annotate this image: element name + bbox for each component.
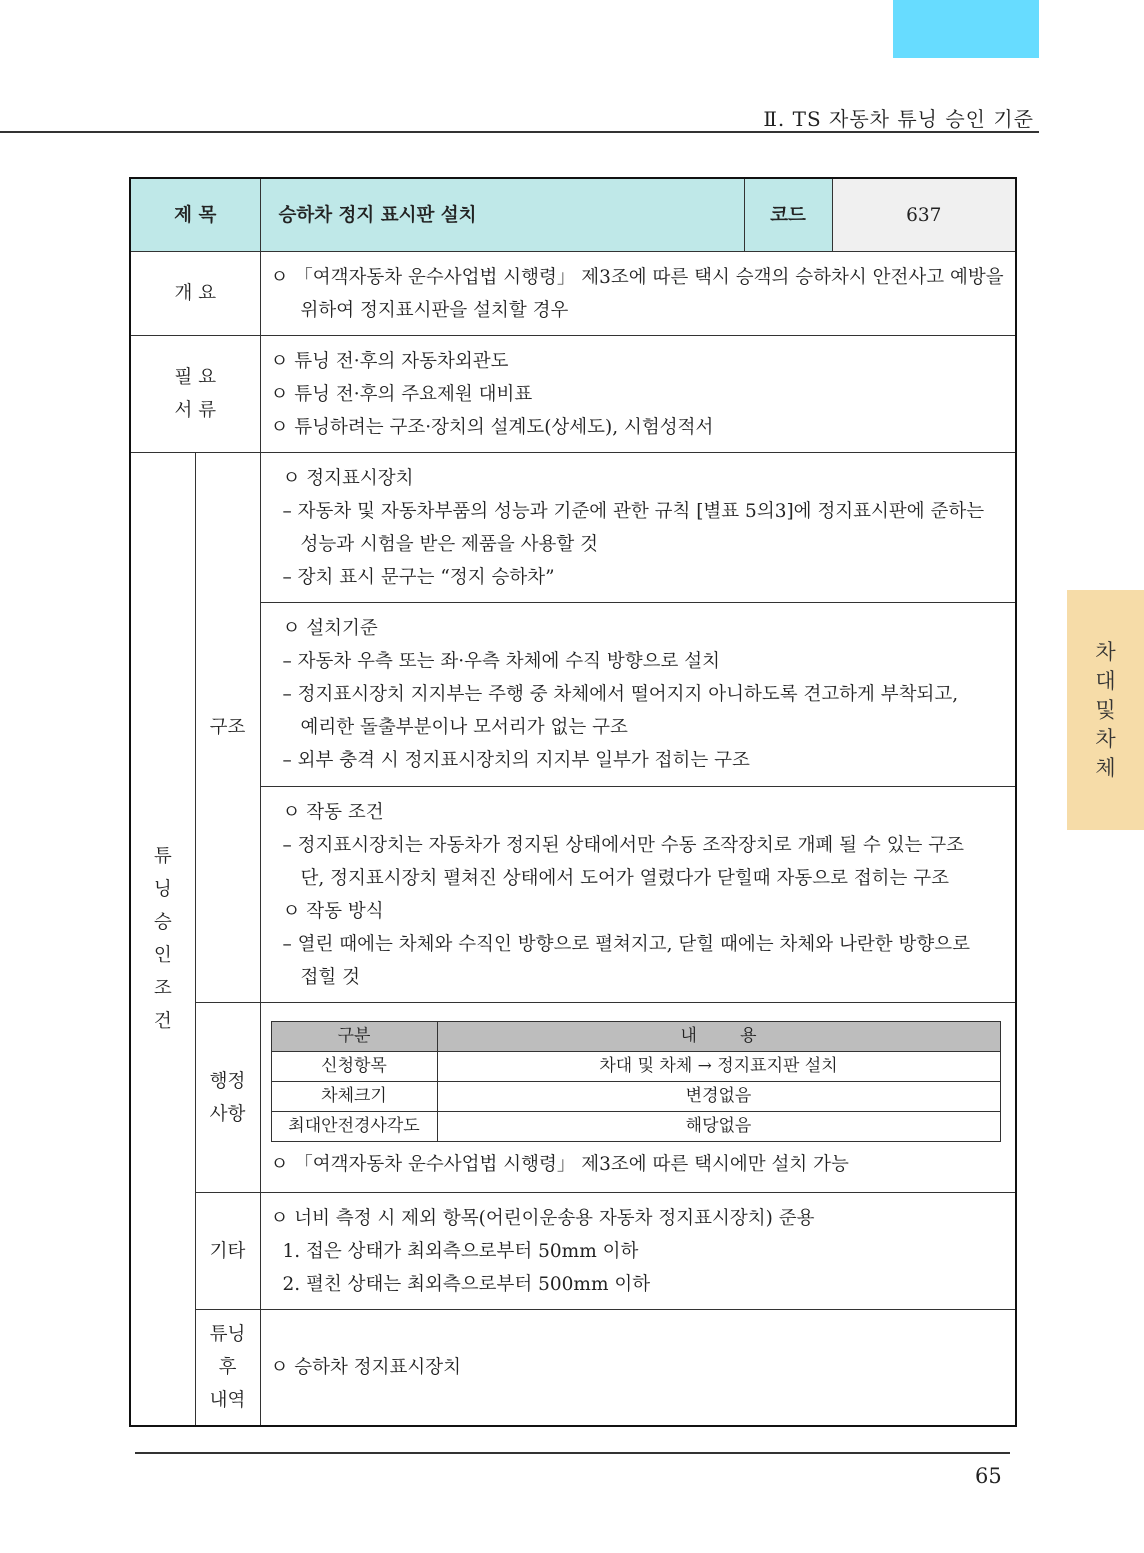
page-number: 65 xyxy=(975,1464,1002,1488)
documents-row xyxy=(130,336,1016,453)
admin-row-key: 최대안전경사각도 xyxy=(271,1111,437,1141)
structure-line: – 자동차 및 자동차부품의 성능과 기준에 관한 규칙 [별표 5의3]에 정지표시판에 준하는 xyxy=(282,500,985,522)
admin-row-key: 차체크기 xyxy=(271,1081,437,1111)
after-label-line: 내역 xyxy=(209,1389,246,1411)
structure-block-2 xyxy=(260,603,1016,787)
admin-content xyxy=(260,1003,1016,1193)
admin-label xyxy=(195,1003,260,1193)
admin-note: ㅇ 「여객자동차 운수사업법 시행령」 제3조에 따른 택시에만 설치 가능 xyxy=(270,1153,849,1175)
overview-line: ㅇ 「여객자동차 운수사업법 시행령」 제3조에 따른 택시 승객의 승하차시 안전사고 예방을 xyxy=(270,266,1004,288)
top-color-tab xyxy=(893,0,1039,58)
overview-line: 위하여 정지표시판을 설치할 경우 xyxy=(300,299,569,321)
chapter-header: Ⅱ. TS 자동차 튜닝 승인 기준 xyxy=(763,107,1034,131)
documents-label xyxy=(130,336,260,453)
conditions-label-char: 조 xyxy=(153,977,172,999)
admin-table-header xyxy=(271,1021,1000,1051)
documents-content xyxy=(260,336,1016,453)
structure-line: – 정지표시장치 지지부는 주행 중 차체에서 떨어지지 아니하도록 견고하게 부착되고, xyxy=(282,684,959,705)
conditions-label-char: 닝 xyxy=(153,878,172,900)
side-section-tab[interactable] xyxy=(1067,590,1144,830)
structure-row-3 xyxy=(130,787,1016,1003)
structure-line: – 정지표시장치는 자동차가 정지된 상태에서만 수동 조작장치로 개폐 될 수 있는 구조 xyxy=(282,834,965,856)
code-label: 코드 xyxy=(744,178,832,252)
after-label-line: 후 xyxy=(218,1356,237,1378)
side-tab-char: 차 xyxy=(1095,639,1116,664)
etc-line: 2. 펼친 상태는 최외측으로부터 500mm 이하 xyxy=(282,1273,651,1295)
documents-line: ㅇ 튜닝하려는 구조·장치의 설계도(상세도), 시험성적서 xyxy=(270,416,714,438)
admin-label-line: 행정 xyxy=(209,1070,246,1092)
footer-divider xyxy=(135,1452,1010,1454)
structure-line: – 열린 때에는 차체와 수직인 방향으로 펼쳐지고, 닫힐 때에는 차체와 나란한 방향으로 xyxy=(282,933,970,955)
admin-table xyxy=(271,1021,1001,1142)
code-value: 637 xyxy=(832,178,1016,252)
overview-label: 개 요 xyxy=(130,252,260,336)
structure-block-1 xyxy=(260,453,1016,603)
etc-line: 1. 접은 상태가 최외측으로부터 50mm 이하 xyxy=(282,1240,639,1262)
after-line: ㅇ 승하차 정지표시장치 xyxy=(270,1356,461,1378)
admin-row-value: 차대 및 차체 → 정지표지판 설치 xyxy=(437,1051,1000,1081)
etc-row xyxy=(130,1193,1016,1310)
header-divider xyxy=(0,131,1039,133)
structure-line: – 장치 표시 문구는 “정지 승하차” xyxy=(282,566,555,588)
after-row xyxy=(130,1310,1016,1426)
structure-row-2 xyxy=(130,603,1016,787)
etc-line: ㅇ 너비 측정 시 제외 항목(어린이운송용 자동차 정지표시장치) 준용 xyxy=(270,1207,815,1229)
admin-table-row xyxy=(271,1111,1000,1141)
conditions-label-char: 건 xyxy=(153,1010,172,1032)
overview-row xyxy=(130,252,1016,336)
admin-row-value: 해당없음 xyxy=(437,1111,1000,1141)
admin-table-row xyxy=(271,1051,1000,1081)
after-label-line: 튜닝 xyxy=(209,1323,246,1345)
structure-line: 예리한 돌출부분이나 모서리가 없는 구조 xyxy=(300,717,628,738)
title-value: 승하차 정지 표시판 설치 xyxy=(260,178,744,252)
after-label xyxy=(195,1310,260,1426)
structure-line: – 자동차 우측 또는 좌·우측 차체에 수직 방향으로 설치 xyxy=(282,651,720,672)
admin-row-key: 신청항목 xyxy=(271,1051,437,1081)
documents-label-line: 필 요 xyxy=(174,367,217,388)
admin-table-row xyxy=(271,1081,1000,1111)
title-row xyxy=(130,178,1016,252)
structure-block-3 xyxy=(260,787,1016,1003)
side-tab-char: 대 xyxy=(1095,668,1116,693)
documents-label-line: 서 류 xyxy=(174,400,217,421)
side-tab-char: 체 xyxy=(1095,755,1116,780)
title-label: 제 목 xyxy=(130,178,260,252)
conditions-label-char: 튜 xyxy=(153,845,172,867)
side-tab-char: 차 xyxy=(1095,726,1116,751)
overview-content xyxy=(260,252,1016,336)
side-tab-char: 및 xyxy=(1095,697,1116,722)
structure-line: 성능과 시험을 받은 제품을 사용할 것 xyxy=(300,533,598,555)
admin-header-content: 내 용 xyxy=(437,1021,1000,1051)
tuning-standard-table xyxy=(129,177,1017,1427)
admin-row xyxy=(130,1003,1016,1193)
structure-line: ㅇ 설치기준 xyxy=(282,618,378,639)
structure-line: – 외부 충격 시 정지표시장치의 지지부 일부가 접히는 구조 xyxy=(282,750,750,771)
admin-label-line: 사항 xyxy=(209,1103,246,1125)
etc-label: 기타 xyxy=(195,1193,260,1310)
conditions-label xyxy=(130,453,195,1426)
conditions-label-char: 승 xyxy=(153,911,172,933)
etc-content xyxy=(260,1193,1016,1310)
admin-header-category: 구분 xyxy=(271,1021,437,1051)
structure-line: ㅇ 작동 조건 xyxy=(282,801,384,823)
structure-line: ㅇ 작동 방식 xyxy=(282,900,384,922)
after-content xyxy=(260,1310,1016,1426)
documents-line: ㅇ 튜닝 전·후의 주요제원 대비표 xyxy=(270,383,533,405)
structure-row-1 xyxy=(130,453,1016,603)
structure-label: 구조 xyxy=(195,453,260,1003)
structure-line: 단, 정지표시장치 펼쳐진 상태에서 도어가 열렸다가 닫힐때 자동으로 접히는 구조 xyxy=(300,867,950,889)
documents-line: ㅇ 튜닝 전·후의 자동차외관도 xyxy=(270,350,509,372)
admin-row-value: 변경없음 xyxy=(437,1081,1000,1111)
structure-line: ㅇ 정지표시장치 xyxy=(282,467,414,489)
structure-line: 접힐 것 xyxy=(300,966,360,988)
conditions-label-char: 인 xyxy=(153,944,172,966)
